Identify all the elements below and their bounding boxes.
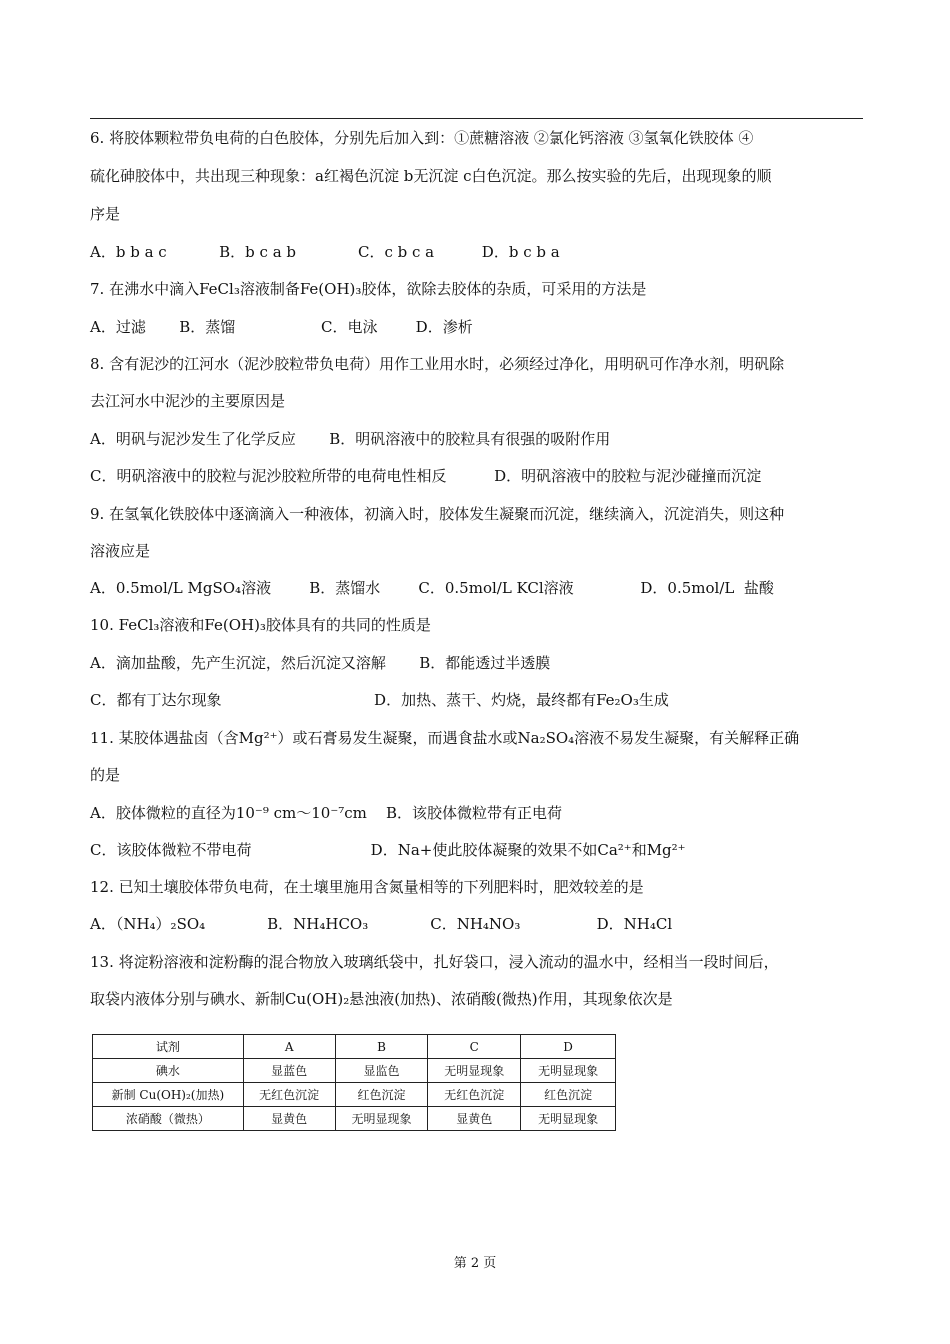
- page-number: 第 2 页: [453, 1256, 497, 1271]
- table-header-cell: A: [243, 1035, 335, 1059]
- line: 的是: [90, 766, 121, 784]
- line: 7. 在沸水中滴入FeCl₃溶液制备Fe(OH)₃胶体，欲除去胶体的杂质，可采用的方法是: [90, 280, 647, 298]
- line: 11. 某胶体遇盐卤（含Mg²⁺）或石膏易发生凝聚，而遇食盐水或Na₂SO₄溶液不易发生凝聚，有关解释正确: [90, 729, 800, 747]
- table-cell: 显监色: [335, 1059, 428, 1083]
- line: C．明矾溶液中的胶粒与泥沙胶粒所带的电荷电性相反 D．明矾溶液中的胶粒与泥沙碰撞而沉淀: [90, 467, 762, 485]
- table-cell: 无红色沉淀: [243, 1083, 335, 1107]
- line: 序是: [90, 205, 121, 223]
- line: C．该胶体微粒不带电荷 D．Na+使此胶体凝聚的效果不如Ca²⁺和Mg²⁺: [90, 841, 686, 859]
- line: A．过滤 B．蒸馏 C．电泳 D．渗析: [90, 318, 473, 336]
- line: A．滴加盐酸，先产生沉淀，然后沉淀又溶解 B．都能透过半透膜: [90, 654, 551, 672]
- table-header-cell: C: [428, 1035, 521, 1059]
- table-cell: 显黄色: [243, 1107, 335, 1131]
- line: 8. 含有泥沙的江河水（泥沙胶粒带负电荷）用作工业用水时，必须经过净化，用明矾可作净水剂，明矾除: [90, 355, 785, 373]
- table-header-cell: D: [521, 1035, 616, 1059]
- table-cell: 无明显现象: [521, 1107, 616, 1131]
- table-row: [93, 1083, 616, 1107]
- reagent-table: [92, 1034, 616, 1131]
- line: 12. 已知土壤胶体带负电荷，在土壤里施用含氮量相等的下列肥料时，肥效较差的是: [90, 878, 644, 896]
- line: A．（NH₄）₂SO₄ B．NH₄HCO₃ C．NH₄NO₃ D．NH₄Cl: [90, 915, 673, 933]
- line: 溶液应是: [90, 542, 151, 560]
- table-header-cell: 试剂: [93, 1035, 244, 1059]
- line: 去江河水中泥沙的主要原因是: [90, 392, 286, 410]
- line: 9. 在氢氧化铁胶体中逐滴滴入一种液体，初滴入时，胶体发生凝聚而沉淀，继续滴入，沉淀消失，则这种: [90, 505, 785, 523]
- table-row: [93, 1059, 616, 1083]
- table-header-cell: B: [335, 1035, 428, 1059]
- table-cell: 新制 Cu(OH)₂(加热): [93, 1083, 244, 1107]
- line: 取袋内液体分别与碘水、新制Cu(OH)₂悬浊液(加热)、浓硝酸(微热)作用，其现象依次是: [90, 990, 673, 1008]
- table-cell: 显蓝色: [243, 1059, 335, 1083]
- table-cell: 红色沉淀: [335, 1083, 428, 1107]
- table-cell: 显黄色: [428, 1107, 521, 1131]
- line: A．明矾与泥沙发生了化学反应 B．明矾溶液中的胶粒具有很强的吸附作用: [90, 430, 611, 448]
- table-cell: 无明显现象: [521, 1059, 616, 1083]
- table-row: [93, 1107, 616, 1131]
- table-header-row: [93, 1035, 616, 1059]
- line: A．b b a c B．b c a b C．c b c a D．b c b a: [90, 243, 560, 261]
- line: C．都有丁达尔现象 D．加热、蒸干、灼烧，最终都有Fe₂O₃生成: [90, 691, 669, 709]
- line: 10. FeCl₃溶液和Fe(OH)₃胶体具有的共同的性质是: [90, 616, 431, 634]
- table-cell: 无明显现象: [335, 1107, 428, 1131]
- line: 13. 将淀粉溶液和淀粉酶的混合物放入玻璃纸袋中，扎好袋口，浸入流动的温水中，经相当一段时间后，: [90, 953, 779, 971]
- table-cell: 浓硝酸（微热）: [93, 1107, 244, 1131]
- table-cell: 无明显现象: [428, 1059, 521, 1083]
- table-cell: 红色沉淀: [521, 1083, 616, 1107]
- header-rule: [90, 118, 863, 119]
- line: A．胶体微粒的直径为10⁻⁹ cm～10⁻⁷cm B．该胶体微粒带有正电荷: [90, 804, 562, 822]
- table-cell: 无红色沉淀: [428, 1083, 521, 1107]
- line: 硫化砷胶体中，共出现三种现象：a红褐色沉淀 b无沉淀 c白色沉淀。那么按实验的先后，出现现象的顺: [90, 167, 772, 185]
- table-cell: 碘水: [93, 1059, 244, 1083]
- line: A．0.5mol/L MgSO₄溶液 B．蒸馏水 C．0.5mol/L KCl溶液 D．0.5mol/L 盐酸: [90, 579, 774, 597]
- line: 6. 将胶体颗粒带负电荷的白色胶体，分别先后加入到：①蔗糖溶液 ②氯化钙溶液 ③氢氧化铁胶体 ④: [90, 129, 754, 147]
